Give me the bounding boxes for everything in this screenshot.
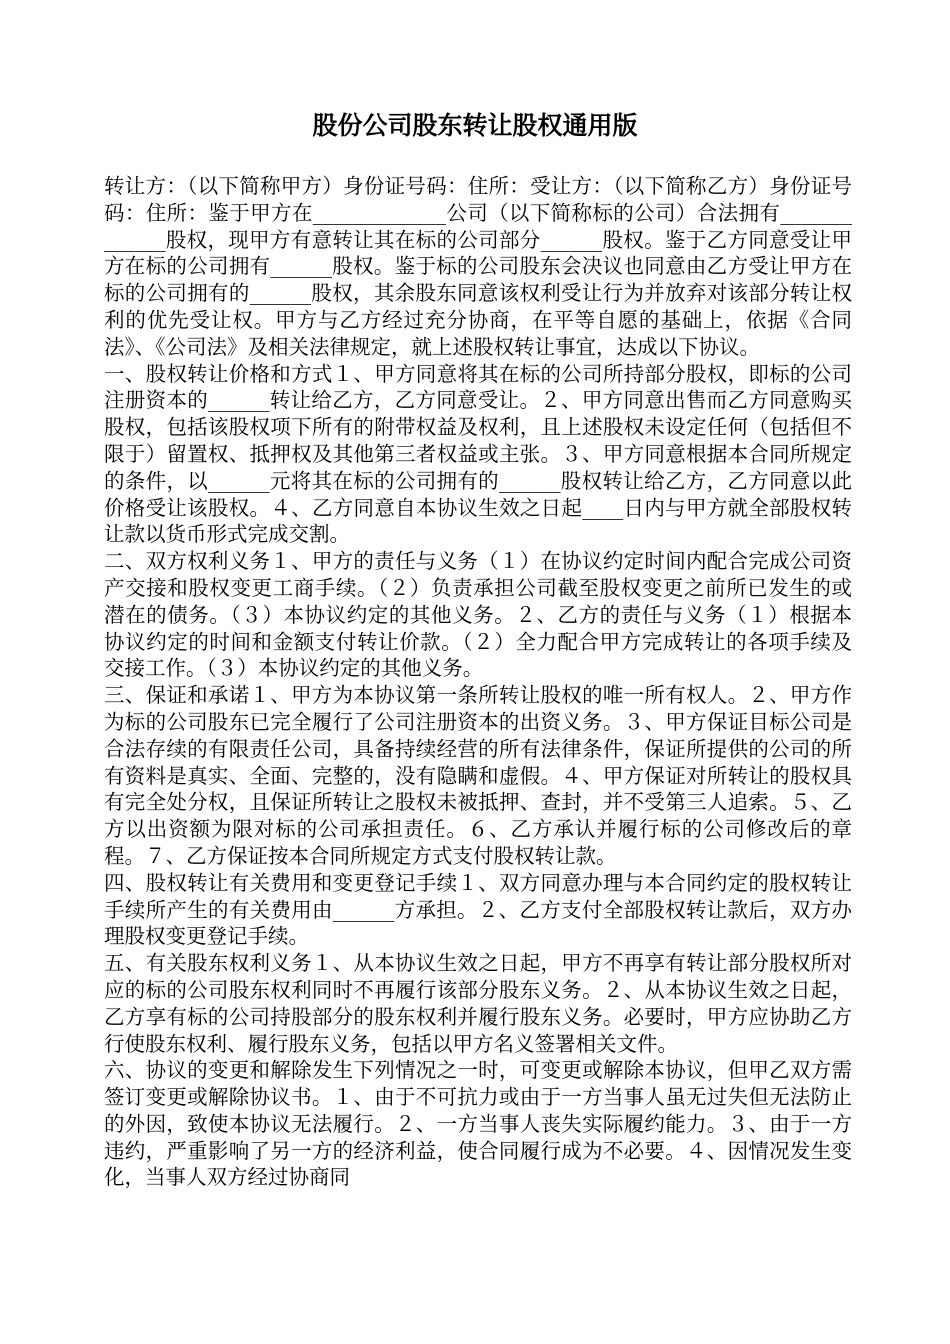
document-body	[104, 173, 852, 1191]
paragraph-preamble: 转让方：（以下简称甲方）身份证号码：住所：受让方：（以下简称乙方）身份证号码：住所：鉴于甲方在_____________公司（以下简称标的公司）合法拥有_____________股权，现甲方有意转让其在标的公司部分______股权。鉴于乙方同意受让甲方在标的公司拥有______股权。鉴于标的公司股东会决议也同意由乙方受让甲方在标的公司拥有的______股权，其余股东同意该权利受让行为并放弃对该部分转让权利的优先受让权。甲方与乙方经过充分协商，在平等自愿的基础上，依据《合同法》、《公司法》及相关法律规定，就上述股权转让事宜，达成以下协议。	[104, 174, 852, 359]
paragraph-section-3: 三、保证和承诺１、甲方为本协议第一条所转让股权的唯一所有权人。２、甲方作为标的公司股东已完全履行了公司注册资本的出资义务。３、甲方保证目标公司是合法存续的有限责任公司，具备持续经营的所有法律条件，保证所提供的公司的所有资料是真实、全面、完整的，没有隐瞒和虚假。４、甲方保证对所转让的股权具有完全处分权，且保证所转让之股权未被抵押、查封，并不受第三人追索。５、乙方以出资额为限对标的公司承担责任。６、乙方承认并履行标的公司修改后的章程。７、乙方保证按本合同所规定方式支付股权转让款。	[104, 683, 852, 868]
paragraph-section-2: 二、双方权利义务１、甲方的责任与义务（１）在协议约定时间内配合完成公司资产交接和股权变更工商手续。（２）负责承担公司截至股权变更之前所已发生的或潜在的债务。（３）本协议约定的其他义务。２、乙方的责任与义务（１）根据本协议约定的时间和金额支付转让价款。（２）全力配合甲方完成转让的各项手续及交接工作。（３）本协议约定的其他义务。	[104, 549, 852, 681]
paragraph-section-4: 四、股权转让有关费用和变更登记手续１、双方同意办理与本合同约定的股权转让手续所产生的有关费用由______方承担。２、乙方支付全部股权转让款后，双方办理股权变更登记手续。	[104, 870, 852, 949]
paragraph-section-6: 六、协议的变更和解除发生下列情况之一时，可变更或解除本协议，但甲乙双方需签订变更或解除协议书。１、由于不可抗力或由于一方当事人虽无过失但无法防止的外因，致使本协议无法履行。２、一方当事人丧失实际履约能力。３、由于一方违约，严重影响了另一方的经济利益，使合同履行成为不必要。４、因情况发生变化，当事人双方经过协商同	[104, 1058, 852, 1190]
paragraph-section-5: 五、有关股东权利义务１、从本协议生效之日起，甲方不再享有转让部分股权所对应的标的公司股东权利同时不再履行该部分股东义务。２、从本协议生效之日起，乙方享有标的公司持股部分的股东权利并履行股东义务。必要时，甲方应协助乙方行使股东权利、履行股东义务，包括以甲方名义签署相关文件。	[104, 951, 852, 1056]
document-title: 股份公司股东转让股权通用版	[312, 111, 638, 140]
paragraph-section-1: 一、股权转让价格和方式１、甲方同意将其在标的公司所持部分股权，即标的公司注册资本的______转让给乙方，乙方同意受让。２、甲方同意出售而乙方同意购买股权，包括该股权项下所有的附带权益及权利，且上述股权未设定任何（包括但不限于）留置权、抵押权及其他第三者权益或主张。３、甲方同意根据本合同所规定的条件，以______元将其在标的公司拥有的______股权转让给乙方，乙方同意以此价格受让该股权。４、乙方同意自本协议生效之日起____日内与甲方就全部股权转让款以货币形式完成交割。	[104, 361, 852, 547]
